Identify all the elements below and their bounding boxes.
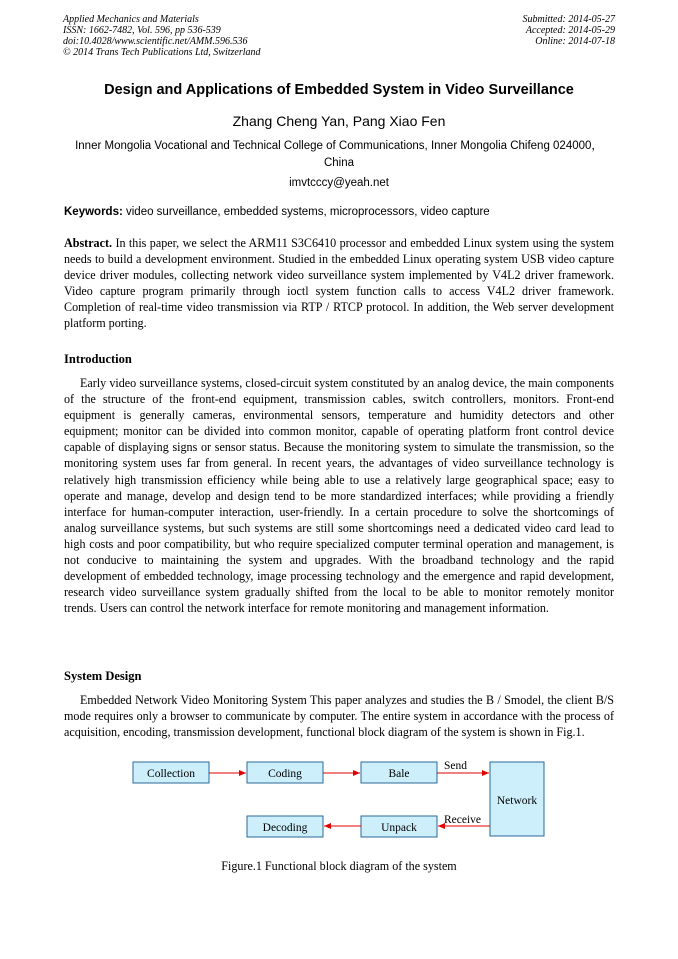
journal-info	[63, 14, 261, 58]
introduction-heading: Introduction	[64, 352, 132, 366]
coding-label: Coding	[268, 768, 302, 780]
issn-line: ISSN: 1662-7482, Vol. 596, pp 536-539	[63, 25, 221, 36]
abstract-label: Abstract.	[64, 236, 113, 250]
bale-label: Bale	[388, 768, 410, 780]
abstract-text: In this paper, we select the ARM11 S3C6410 processor and embedded Linux system using the system needs to build a development environment. Studied in the embedded Linux operating system USB video capture device driver modules, collecting network video surveillance system implemented by V4L2 driver framework. Video capture program primarily through ioctl system function calls to access V4L2 driver framework. Completion of real-time video transmission via RTP / RTCP protocol. In addition, the Web server development platform porting.	[64, 236, 614, 331]
author-affiliation: Inner Mongolia Vocational and Technical College of Communications, Inner Mongolia Chifeng 024000，China	[75, 140, 603, 169]
online-date: Online: 2014-07-18	[535, 36, 615, 47]
accepted-date: Accepted: 2014-05-29	[525, 25, 615, 36]
introduction-text: Early video surveillance systems, closed-circuit system constituted by an analog device, the main components of the structure of the front-end equipment, transmission cables, switch controllers, monitors. Front-end equipment is generally cameras, environmental sensors, temperature and humidity detectors and other equipment; monitor can be divided into common monitor, capable of operating platform front control device capable of displaying signs or sensor status. Because the monitoring system to simulate the transmission, so the monitoring system uses far from general. In recent years, the advantages of video surveillance technology is relatively high transmission efficiency while being able to use a relatively large geographical space; easy to operate and manage, develop and design tend to be more standardized interfaces; while providing a friendly interface for human-computer interaction, user-friendly. In a certain procedure to solve the shortcomings of analog surveillance systems, but such systems are still some shortcomings need a dedicated video card lead to high costs and poor compatibility, but who require specialized computer terminal operation and management, is not conducive to maintaining the system and upgrades. With the broadband technology and the rapid development of embedded technology, image processing technology and the emergence and rapid development, research video surveillance system gradually shifted from the local to be able to monitor remotely monitor trends. Users can control the network interface for remote monitoring and management information.	[64, 376, 614, 616]
keywords	[64, 206, 616, 218]
system-design-text: Embedded Network Video Monitoring System This paper analyzes and studies the B / Smodel, the client B/S mode requires only a browser to communicate by computer. The entire system in accordance with the process of acquisition, encoding, transmission development, functional block diagram of the system is shown in Fig.1.	[64, 693, 614, 740]
paper-authors: Zhang Cheng Yan, Pang Xiao Fen	[232, 113, 446, 129]
keywords-label: Keywords:	[64, 206, 123, 218]
decoding-label: Decoding	[262, 822, 308, 834]
collection-label: Collection	[147, 768, 195, 780]
functional-block-diagram	[0, 756, 678, 846]
dates-info	[523, 14, 616, 47]
receive-label: Receive	[444, 814, 482, 826]
author-email: imvtcccy@yeah.net	[289, 177, 389, 189]
doi-line: doi:10.4028/www.scientific.net/AMM.596.536	[63, 36, 248, 47]
network-label: Network	[496, 795, 538, 807]
copyright-line: © 2014 Trans Tech Publications Ltd, Switzerland	[63, 47, 261, 58]
submitted-date: Submitted: 2014-05-27	[522, 14, 615, 25]
abstract	[64, 235, 614, 332]
figure-caption: Figure.1 Functional block diagram of the system	[221, 859, 457, 873]
unpack-label: Unpack	[381, 822, 417, 834]
paper-title: Design and Applications of Embedded System in Video Surveillance	[104, 82, 574, 98]
system-design-heading: System Design	[64, 669, 142, 683]
send-label: Send	[444, 760, 467, 772]
keywords-text: video surveillance, embedded systems, microprocessors, video capture	[126, 206, 490, 218]
journal-name: Applied Mechanics and Materials	[63, 14, 199, 25]
